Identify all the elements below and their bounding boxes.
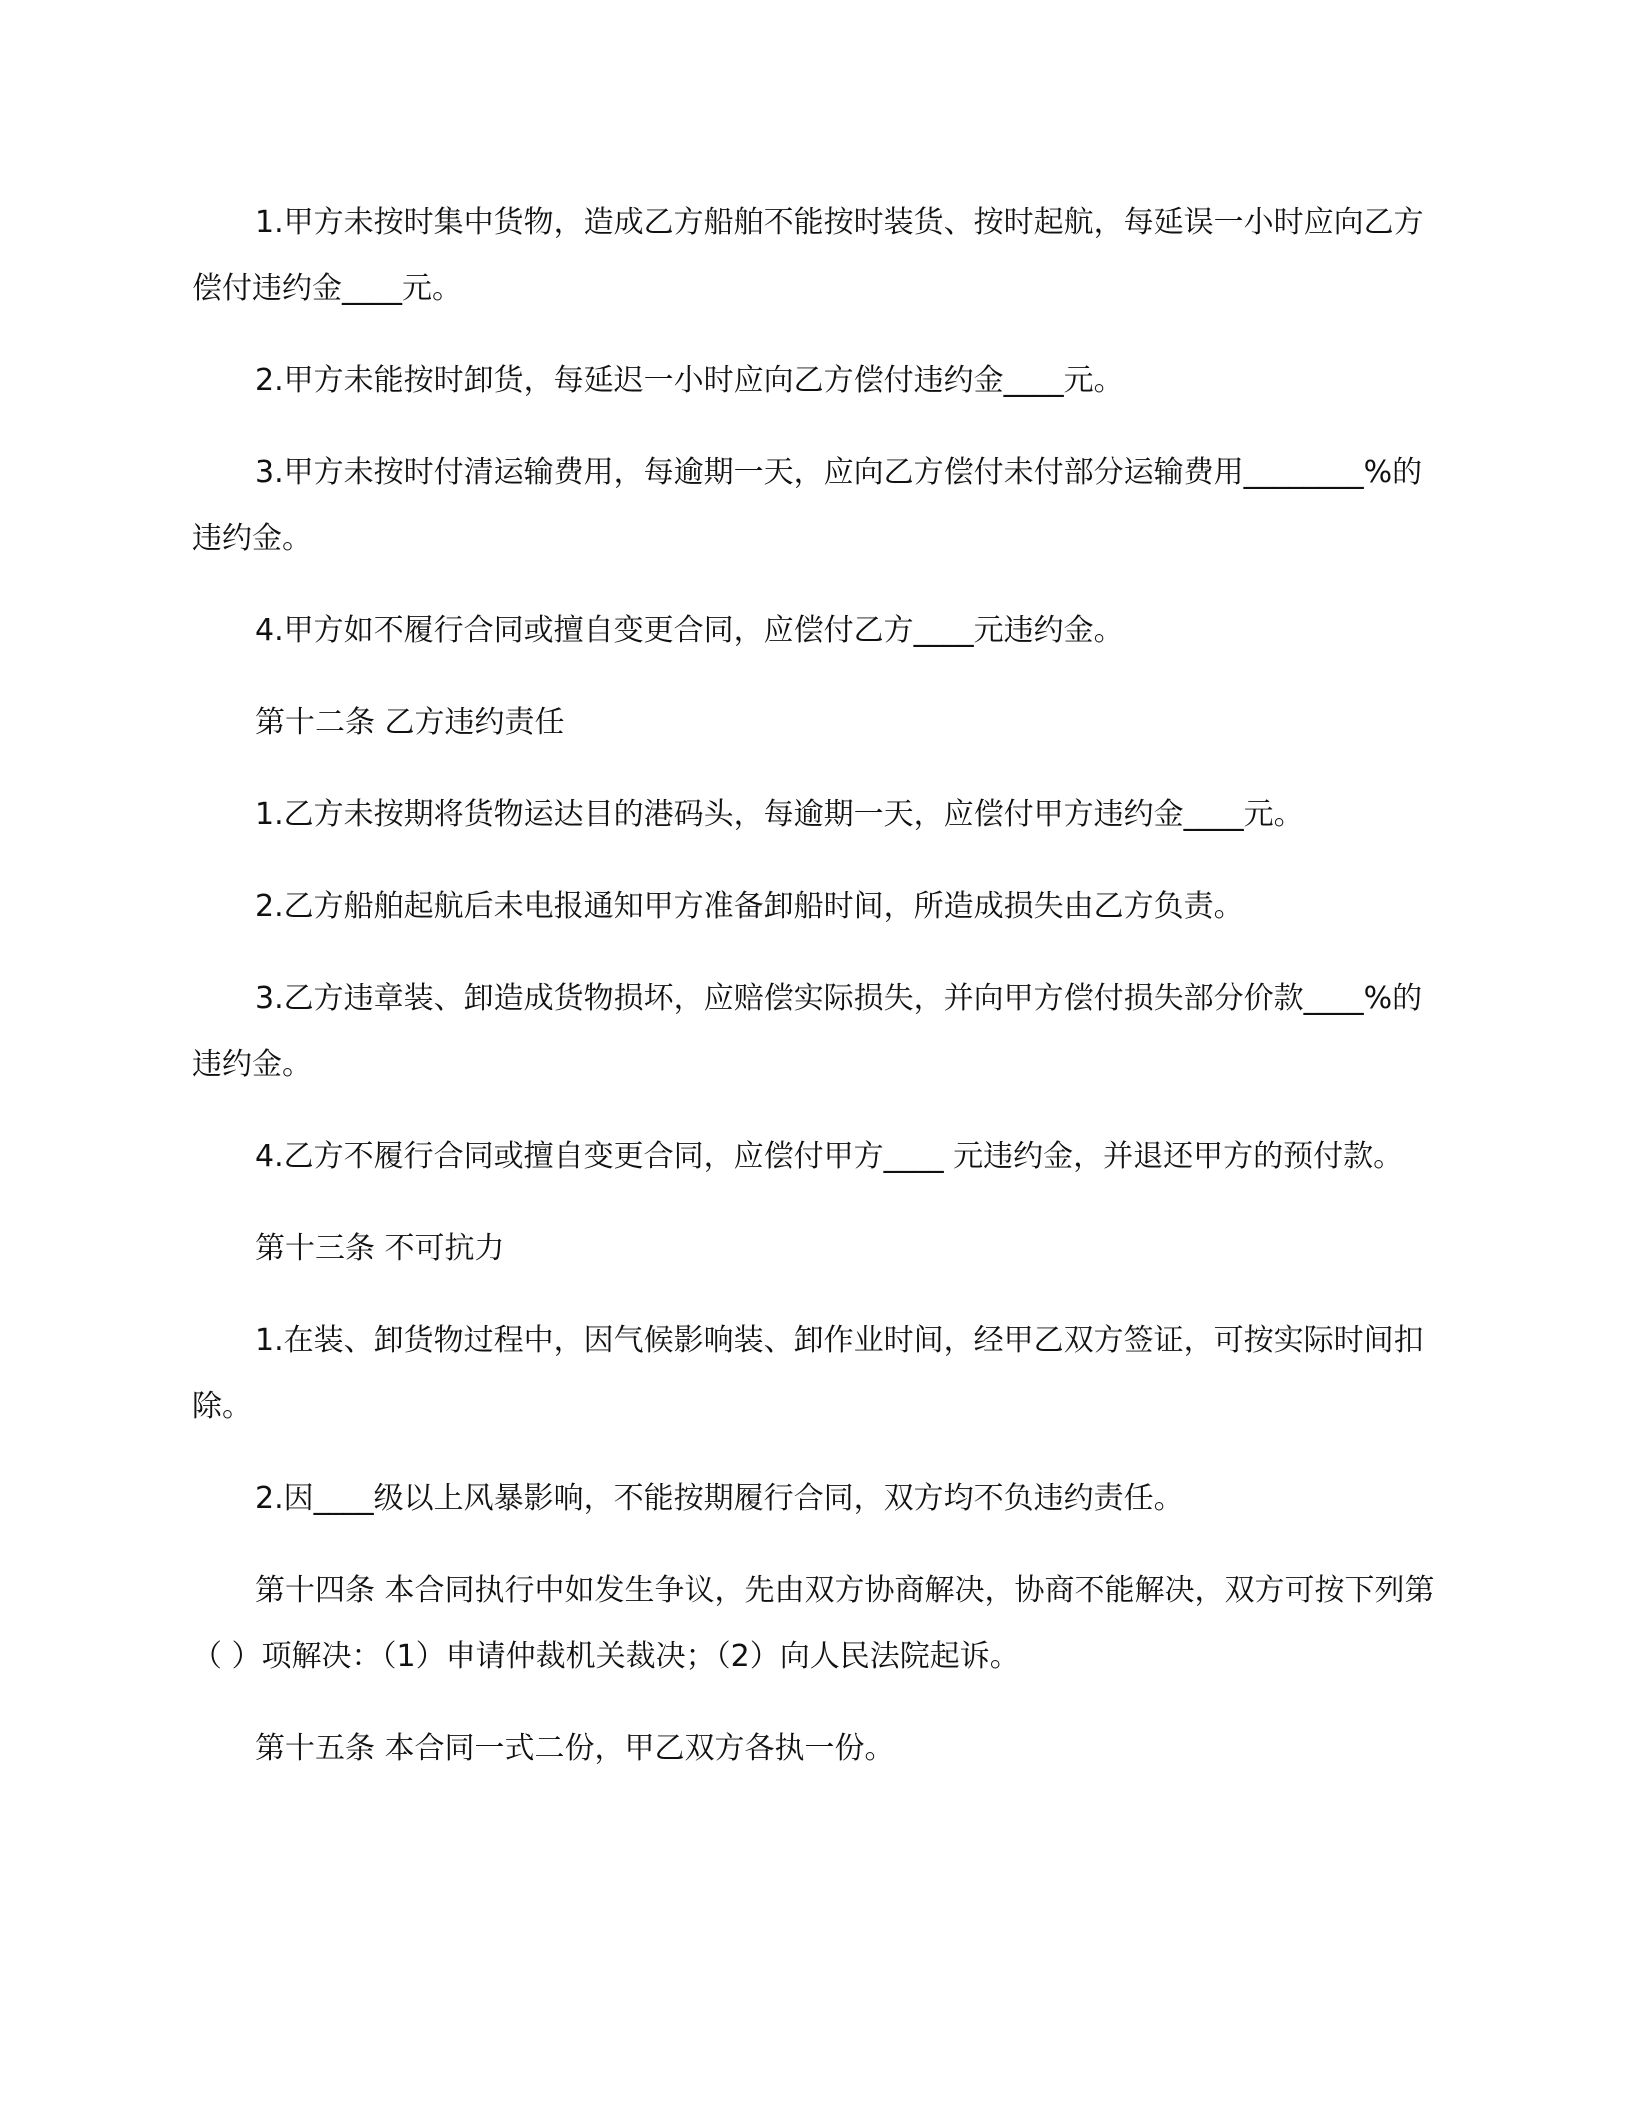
clause-paragraph: 1.甲方未按时集中货物，造成乙方船舶不能按时装货、按时起航，每延误一小时应向乙方偿付违约金____元。 (192, 205, 1424, 306)
clause-paragraph: 2.甲方未能按时卸货，每延迟一小时应向乙方偿付违约金____元。 (255, 363, 1124, 398)
clause-paragraph: 1.在装、卸货物过程中，因气候影响装、卸作业时间，经甲乙双方签证，可按实际时间扣除。 (192, 1323, 1424, 1424)
clause-paragraph: 2.乙方船舶起航后未电报通知甲方准备卸船时间，所造成损失由乙方负责。 (255, 889, 1244, 924)
clause-paragraph: 3.乙方违章装、卸造成货物损坏，应赔偿实际损失，并向甲方偿付损失部分价款____%的违约金。 (192, 981, 1423, 1082)
section-heading: 第十二条 乙方违约责任 (255, 705, 565, 740)
clause-paragraph: 3.甲方未按时付清运输费用，每逾期一天，应向乙方偿付未付部分运输费用________%的违约金。 (192, 455, 1423, 556)
clause-paragraph: 1.乙方未按期将货物运达目的港码头，每逾期一天，应偿付甲方违约金____元。 (255, 797, 1304, 832)
clause-paragraph: 第十四条 本合同执行中如发生争议，先由双方协商解决，协商不能解决，双方可按下列第（ ）项解决：（1）申请仲裁机关裁决；（2）向人民法院起诉。 (192, 1573, 1435, 1674)
clause-paragraph: 4.甲方如不履行合同或擅自变更合同，应偿付乙方____元违约金。 (255, 613, 1124, 648)
section-heading: 第十三条 不可抗力 (255, 1231, 505, 1266)
document-body (192, 190, 1447, 1808)
clause-paragraph: 第十五条 本合同一式二份，甲乙双方各执一份。 (255, 1731, 895, 1766)
clause-paragraph: 2.因____级以上风暴影响，不能按期履行合同，双方均不负违约责任。 (255, 1481, 1184, 1516)
clause-paragraph: 4.乙方不履行合同或擅自变更合同，应偿付甲方____ 元违约金，并退还甲方的预付款。 (255, 1139, 1404, 1174)
